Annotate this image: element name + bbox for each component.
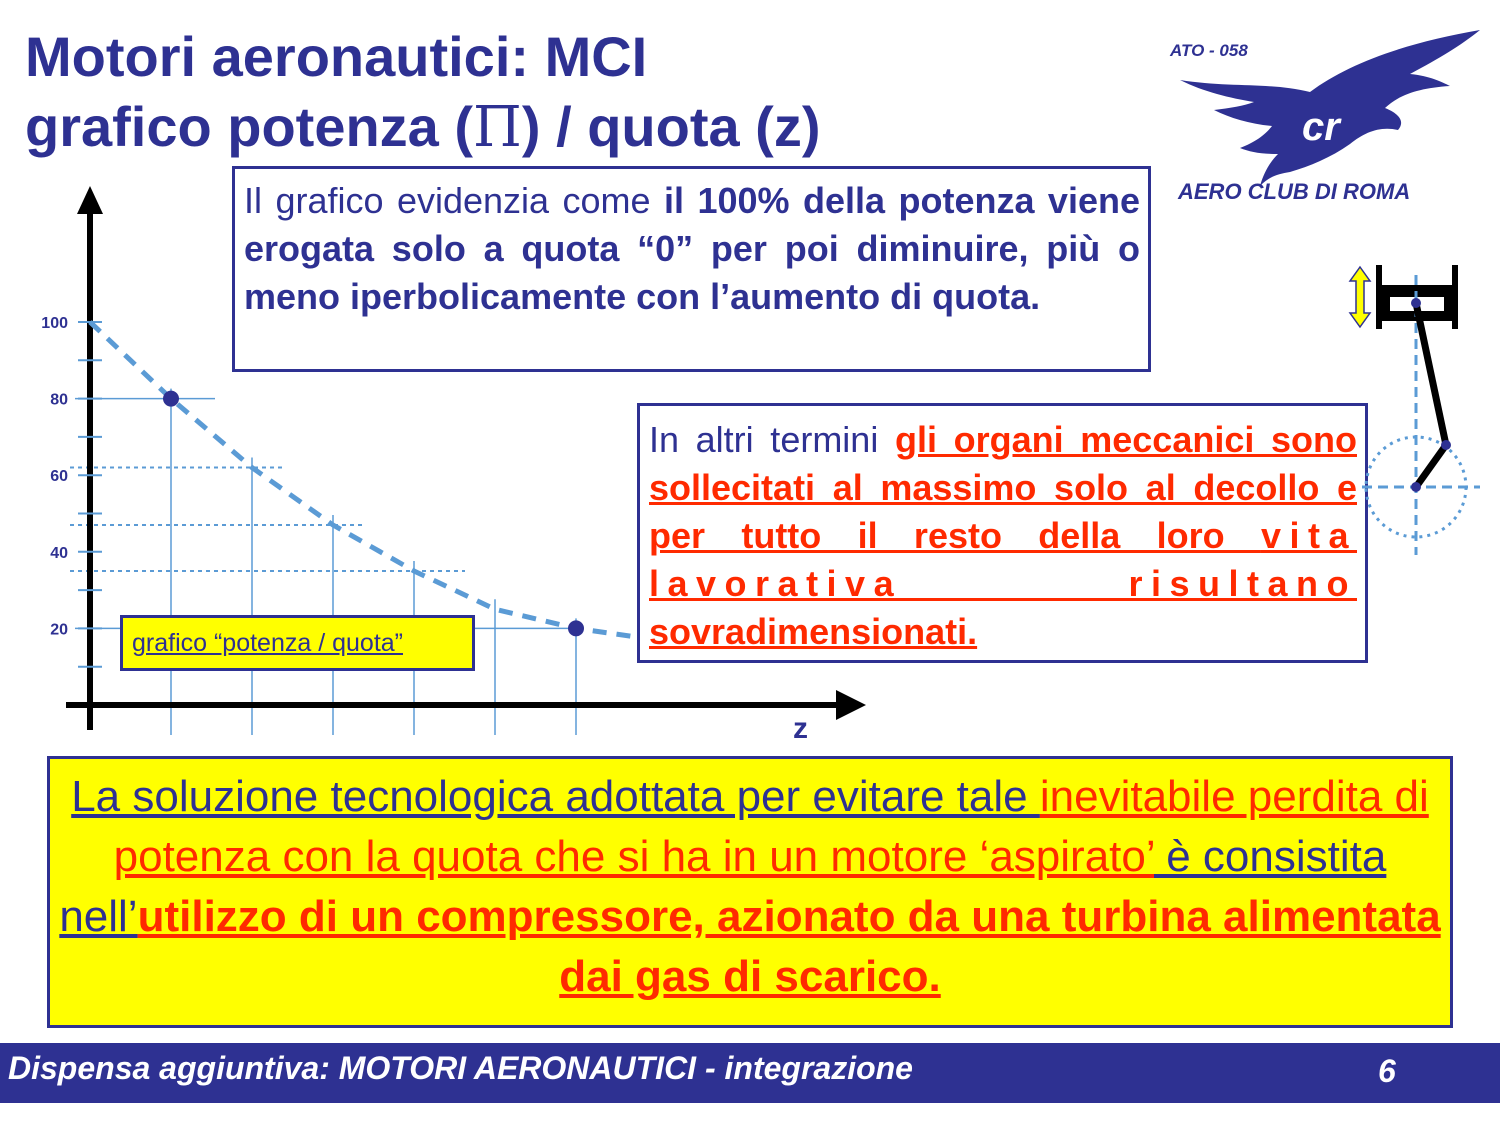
conclusion-text-2: inevitabile perdita di potenza con la quota che si ha in un motore ‘aspirato’ — [113, 772, 1429, 881]
info-box-power — [232, 166, 1151, 372]
footer-title: Dispensa aggiuntiva: MOTORI AERONAUTICI - integrazione — [8, 1050, 913, 1086]
crank-arm — [1416, 445, 1446, 487]
piston-pin — [1411, 298, 1421, 308]
title-line-1: Motori aeronautici: MCI — [25, 25, 648, 88]
info-box-power-emphasis: il 100% della potenza viene erogata solo a quota “0” per poi diminuire, più o meno iperbolicamente con l’aumento di quota. — [244, 180, 1140, 317]
logo-monogram-icon: cr — [1302, 105, 1340, 149]
piston-side-right — [1444, 285, 1454, 321]
info-box-power-text: Il grafico evidenzia come — [244, 180, 664, 221]
x-axis-arrow-icon — [836, 690, 866, 720]
data-point — [568, 620, 584, 636]
up-down-arrow-icon — [1350, 267, 1370, 327]
page-number: 6 — [1378, 1053, 1396, 1089]
conclusion-text-4: utilizzo di un compressore, azionato da una turbina alimentata dai gas di scarico. — [137, 892, 1441, 1001]
chart-grid — [70, 389, 580, 735]
aero-club-logo — [1160, 22, 1490, 222]
y-tick-label: 20 — [50, 621, 68, 639]
crank-center — [1411, 482, 1421, 492]
chart-legend: grafico “potenza / quota” — [120, 615, 475, 671]
y-axis-arrow-icon — [77, 186, 103, 214]
x-axis-label: z — [793, 712, 808, 745]
info-box-mechanics-emphasis-1: gli organi meccanici sono sollecitati al massimo solo al decollo e per tutto il resto della loro — [649, 419, 1357, 556]
y-tick-label: 40 — [50, 544, 68, 562]
title-line-2-post: ) / quota (z) — [521, 95, 821, 158]
piston-crank-diagram — [1340, 255, 1500, 565]
title-line-2-pre: grafico potenza ( — [25, 95, 474, 158]
conclusion-text-3: è consistita nell’ — [59, 832, 1387, 941]
data-point — [163, 391, 179, 407]
piston-side-left — [1380, 285, 1390, 321]
logo-name: AERO CLUB DI ROMA — [1178, 179, 1411, 204]
y-tick-label: 80 — [50, 391, 68, 409]
crank-pin — [1441, 440, 1451, 450]
conclusion-text-1: La soluzione tecnologica adottata per evitare tale — [71, 772, 1040, 821]
title-line-2 — [25, 92, 1025, 163]
info-box-mechanics — [637, 403, 1368, 663]
info-box-mechanics-emphasis-2: vita lavorativa risultano — [649, 515, 1357, 604]
page-title — [25, 22, 1025, 163]
conclusion-box — [47, 756, 1453, 1028]
chart-points — [163, 391, 584, 637]
pi-symbol: Π — [473, 95, 522, 160]
y-tick-label: 60 — [50, 468, 68, 486]
info-box-mechanics-emphasis-3: sovradimensionati. — [649, 611, 978, 652]
info-box-mechanics-text: In altri termini — [649, 419, 895, 460]
connecting-rod — [1416, 303, 1446, 445]
y-tick-label: 100 — [41, 315, 68, 332]
logo-code: ATO - 058 — [1170, 41, 1248, 60]
